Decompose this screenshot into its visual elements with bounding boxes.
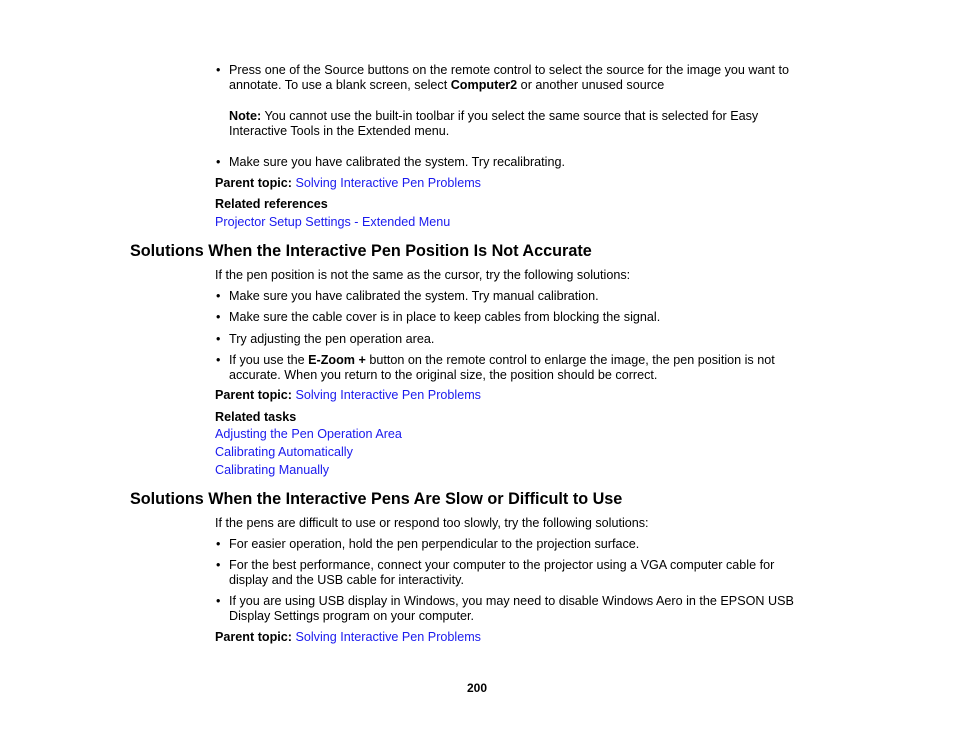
parent-topic <box>215 388 481 402</box>
note-block <box>229 109 758 139</box>
bullet-line: Make sure the cable cover is in place to keep cables from blocking the signal. <box>229 310 661 324</box>
bullet-line: Try adjusting the pen operation area. <box>229 332 435 346</box>
bullet-line: For the best performance, connect your computer to the projector using a VGA computer cable for <box>229 558 775 572</box>
parent-topic-link[interactable]: Solving Interactive Pen Problems <box>295 630 481 644</box>
ezoom-term: E-Zoom + <box>308 353 366 367</box>
section-heading-position: Solutions When the Interactive Pen Position Is Not Accurate <box>130 242 592 260</box>
bullet-glyph: • <box>216 537 221 551</box>
bullet-glyph: • <box>216 310 221 324</box>
related-link-calibrating-automatically[interactable]: Calibrating Automatically <box>215 445 353 459</box>
bullet-text-segment: or another unused source <box>517 78 665 92</box>
parent-topic-label: Parent topic: <box>215 388 292 402</box>
parent-topic-label: Parent topic: <box>215 630 292 644</box>
bullet-line: If you are using USB display in Windows, you may need to disable Windows Aero in the EPSON USB <box>229 594 794 608</box>
related-link-calibrating-manually[interactable]: Calibrating Manually <box>215 463 330 477</box>
bullet-line: display and the USB cable for interactivity. <box>229 573 464 587</box>
note-text: You cannot use the built-in toolbar if you select the same source that is selected for Easy <box>261 109 759 123</box>
bullet-line: Press one of the Source buttons on the remote control to select the source for the image you want to <box>229 63 790 77</box>
bullet-line: accurate. When you return to the original size, the position should be correct. <box>229 368 658 382</box>
bullet-glyph: • <box>216 353 221 367</box>
parent-topic-link[interactable]: Solving Interactive Pen Problems <box>295 176 481 190</box>
related-link-adjusting-pen-area[interactable]: Adjusting the Pen Operation Area <box>215 427 402 441</box>
section-intro: If the pen position is not the same as the cursor, try the following solutions: <box>215 268 631 282</box>
parent-topic-label: Parent topic: <box>215 176 292 190</box>
related-references-heading: Related references <box>215 197 328 211</box>
note-label: Note: <box>229 109 262 123</box>
bullet-glyph: • <box>216 558 221 572</box>
parent-topic <box>215 176 481 190</box>
bullet-glyph: • <box>216 155 221 169</box>
bullet-text-segment: annotate. To use a blank screen, select <box>229 78 451 92</box>
computer2-term: Computer2 <box>450 78 518 92</box>
page-number: 200 <box>466 681 488 695</box>
bullet-glyph: • <box>216 332 221 346</box>
bullet-text-segment: If you use the <box>229 353 309 367</box>
related-tasks-heading: Related tasks <box>215 410 297 424</box>
parent-topic-link[interactable]: Solving Interactive Pen Problems <box>295 388 481 402</box>
bullet-text-segment: button on the remote control to enlarge the image, the pen position is not <box>365 353 775 367</box>
bullet-line: For easier operation, hold the pen perpendicular to the projection surface. <box>229 537 640 551</box>
section-heading-slow-pens: Solutions When the Interactive Pens Are Slow or Difficult to Use <box>130 490 623 508</box>
bullet-line: Make sure you have calibrated the system. Try manual calibration. <box>229 289 599 303</box>
note-text: Interactive Tools in the Extended menu. <box>229 124 450 138</box>
bullet-line: Display Settings program on your computer. <box>229 609 474 623</box>
parent-topic <box>215 630 481 644</box>
section-intro: If the pens are difficult to use or respond too slowly, try the following solutions: <box>215 516 649 530</box>
related-link-extended-menu[interactable]: Projector Setup Settings - Extended Menu <box>215 215 451 229</box>
bullet-line: Make sure you have calibrated the system. Try recalibrating. <box>229 155 565 169</box>
bullet-glyph: • <box>216 594 221 608</box>
bullet-glyph: • <box>216 289 221 303</box>
bullet-glyph: • <box>216 63 221 77</box>
